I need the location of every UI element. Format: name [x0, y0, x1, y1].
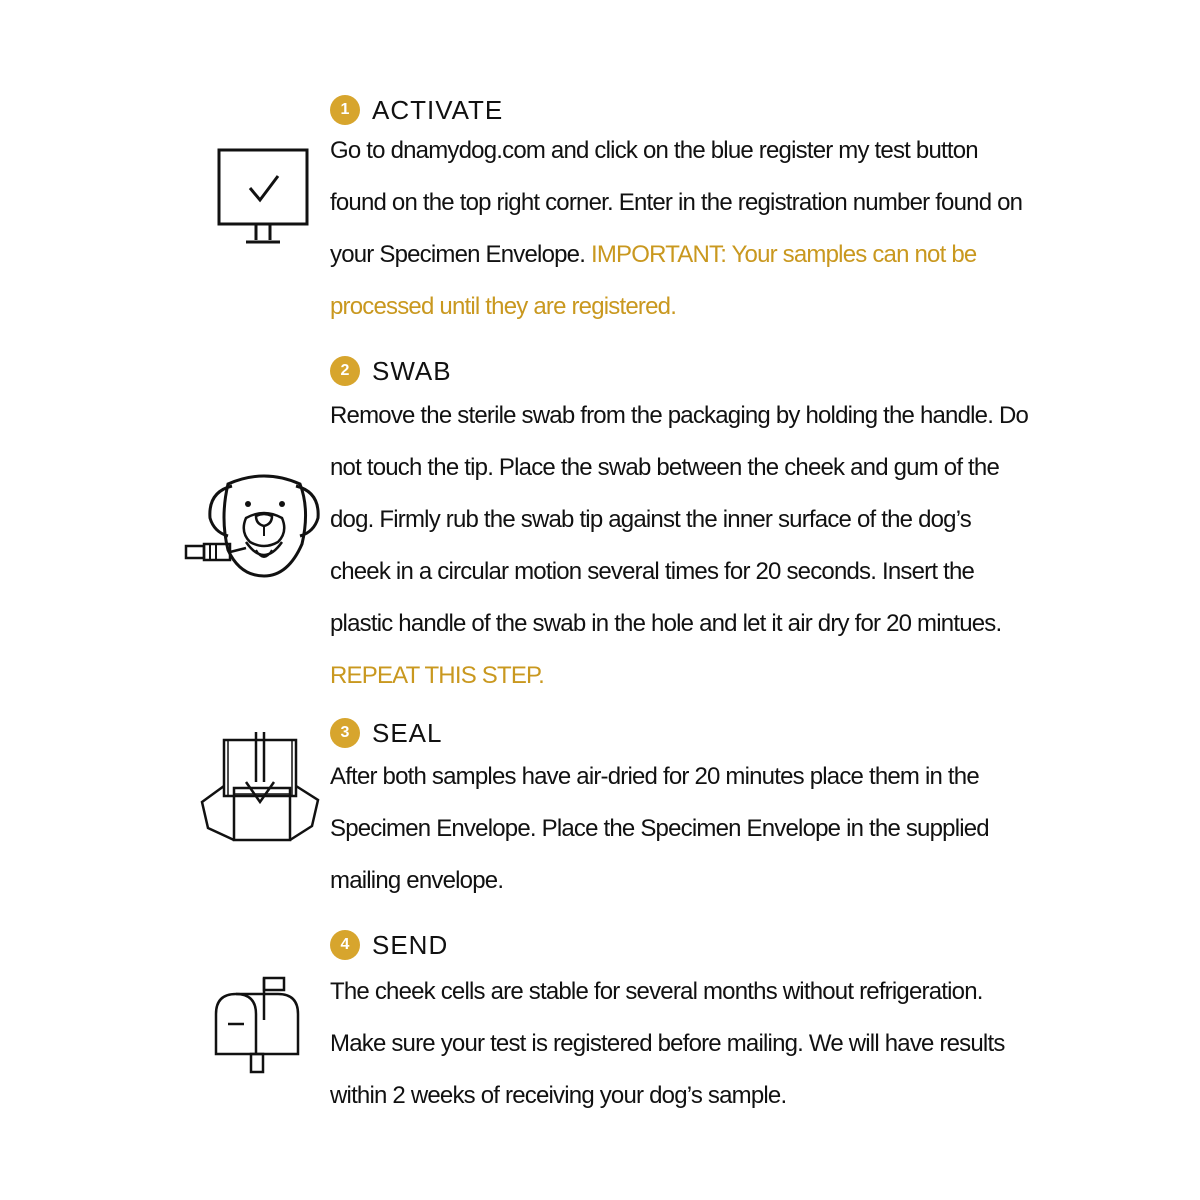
- box-insert-arrow-icon: [200, 732, 320, 842]
- step-3-header: [330, 716, 443, 750]
- step-3-number-badge: 3: [330, 718, 360, 748]
- step-2-repeat-note: REPEAT THIS STEP.: [330, 662, 545, 689]
- step-1-title: ACTIVATE: [372, 94, 504, 125]
- step-4-number-badge: 4: [330, 930, 360, 960]
- step-2-number-badge: 2: [330, 356, 360, 386]
- step-2-instructions: [330, 390, 1030, 702]
- step-2-body-text: Remove the sterile swab from the packaging by holding the handle. Do not touch the tip. Place the swab between the cheek and gum of the dog. Firmly rub the swab tip against the inner surface of the dog’s cheek in a circular motion several times for 20 seconds. Insert the plastic handle of the swab in the hole and let it air dry for 20 mintues.: [330, 402, 1029, 637]
- step-1-number-badge: 1: [330, 95, 360, 125]
- step-2-title: SWAB: [372, 355, 452, 386]
- step-4-header: [330, 928, 448, 962]
- monitor-checkmark-icon: [216, 148, 310, 246]
- step-4-body-text: The cheek cells are stable for several months without refrigeration. Make sure your test is registered before mailing. We will have results within 2 weeks of receiving your dog’s sample.: [330, 978, 1005, 1109]
- step-1-important-note: IMPORTANT: Your samples can not be processed until they are registered.: [330, 241, 977, 320]
- step-3-body-text: After both samples have air-dried for 20 minutes place them in the Specimen Envelope. Place the Specimen Envelope in the supplied mailing envelope.: [330, 763, 989, 894]
- step-4-title: SEND: [372, 929, 449, 960]
- step-1-body-text: Go to dnamydog.com and click on the blue register my test button found on the top right corner. Enter in the registration number found on your Specimen Envelope.: [330, 137, 1023, 268]
- step-2-header: [330, 354, 452, 388]
- step-1-header: [330, 93, 503, 127]
- step-3-title: SEAL: [372, 717, 443, 748]
- step-1-instructions: [330, 125, 1030, 333]
- mailbox-icon: [214, 974, 304, 1076]
- step-4-instructions: [330, 966, 1030, 1122]
- dog-with-swab-icon: [184, 470, 324, 580]
- step-3-instructions: [330, 751, 1030, 907]
